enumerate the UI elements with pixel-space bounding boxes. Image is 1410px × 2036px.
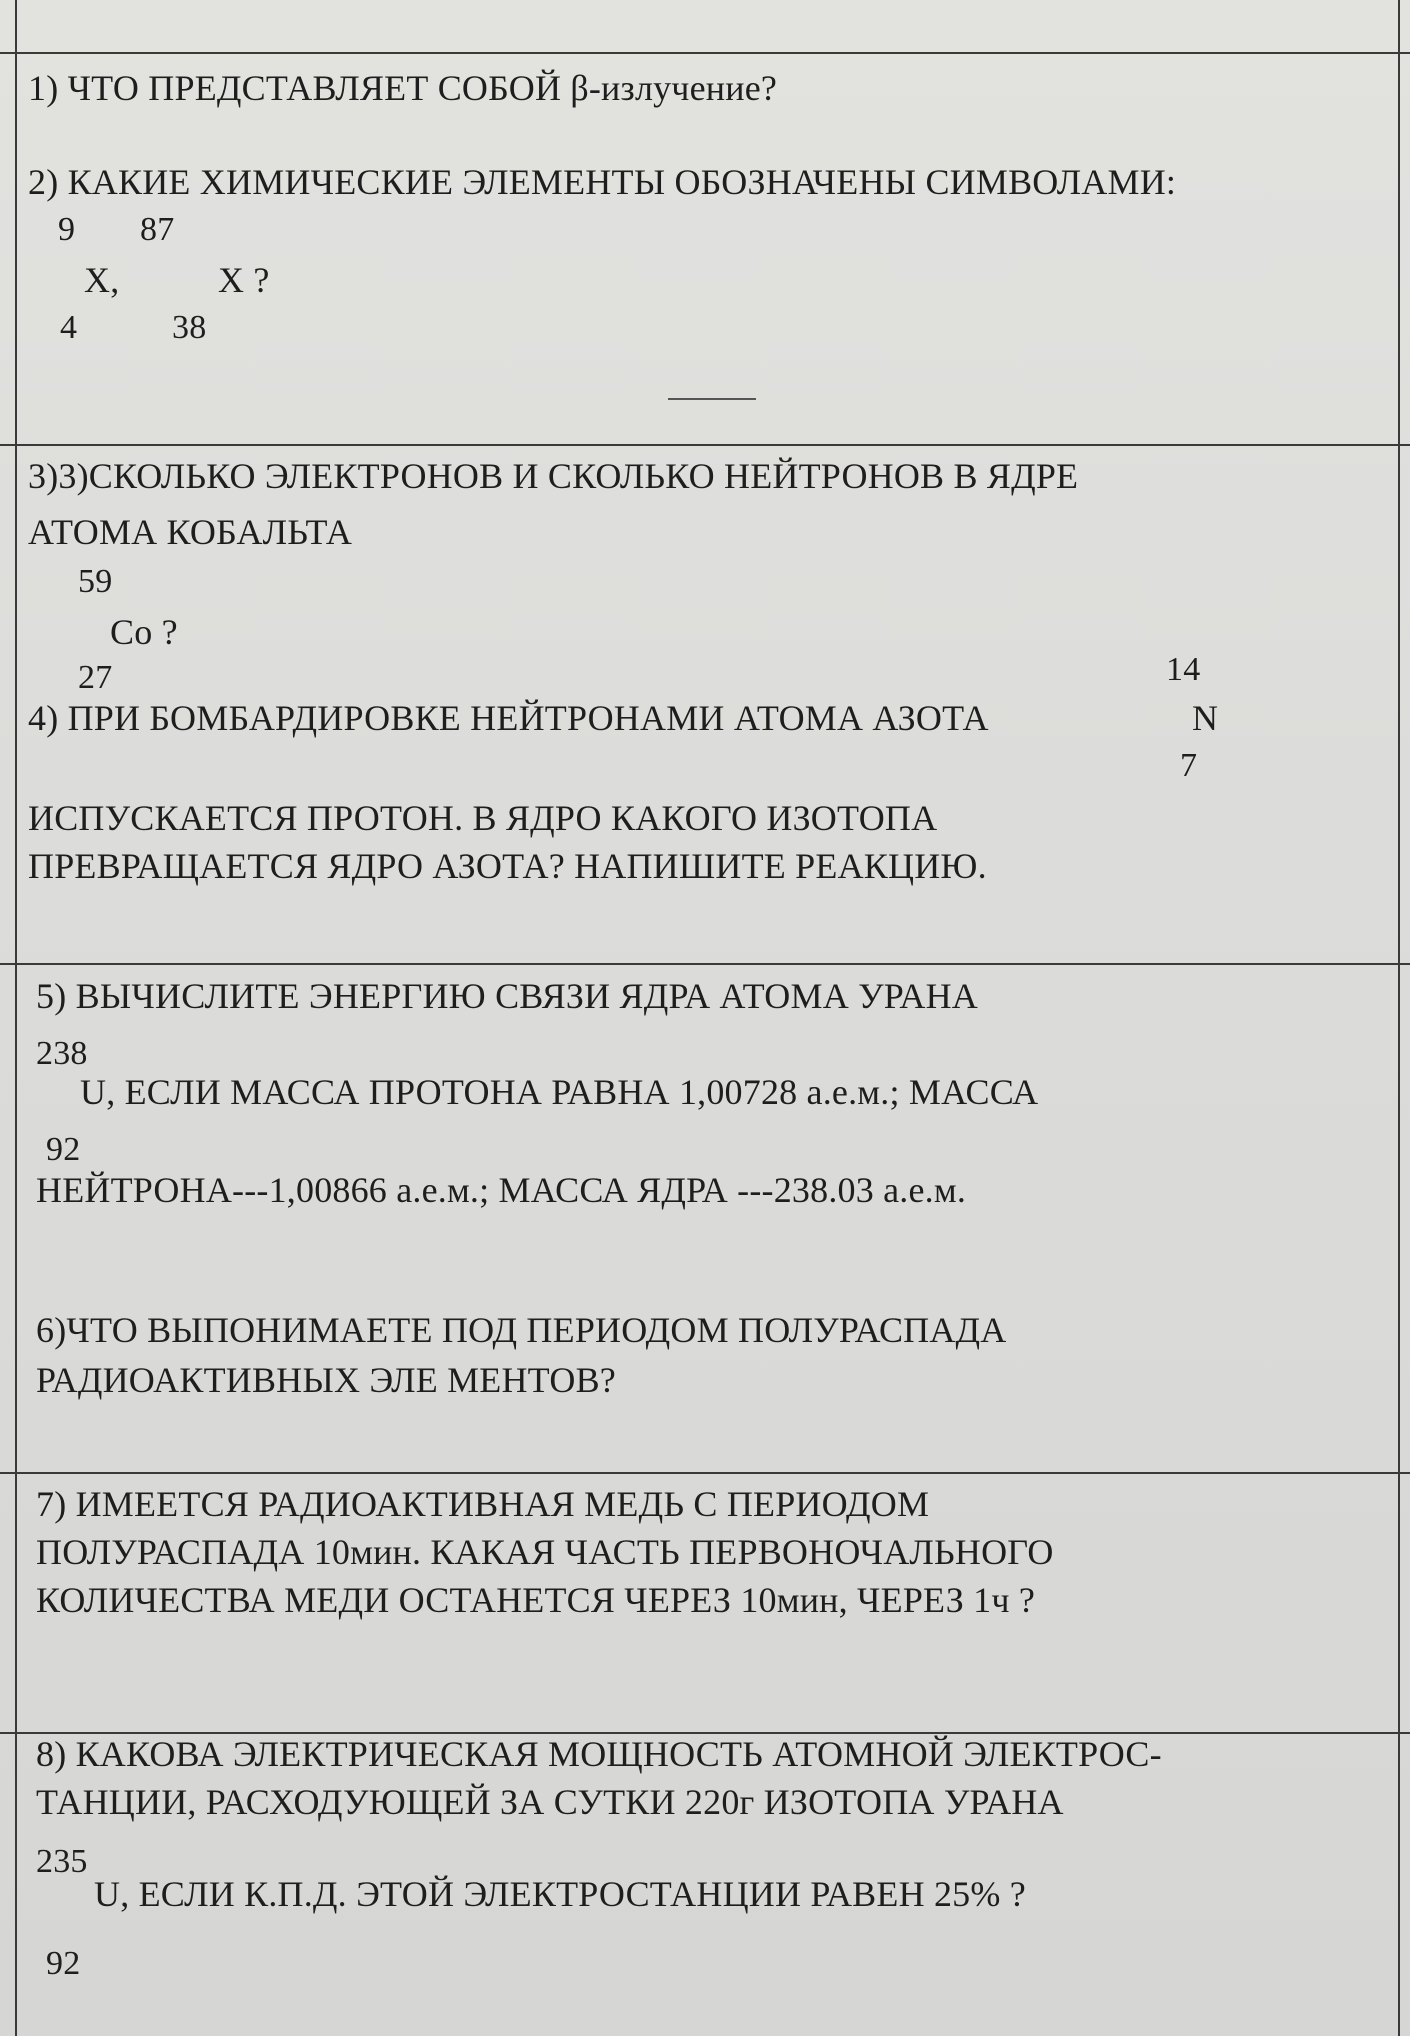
cobalt-charge: 27 (78, 659, 113, 696)
row-divider (0, 963, 1410, 965)
cobalt-symbol: Co ? (110, 612, 178, 652)
question-7-line-1: 7) ИМЕЕТСЯ РАДИОАКТИВНАЯ МЕДЬ С ПЕРИОДОМ (36, 1484, 930, 1524)
left-border (15, 0, 17, 2036)
nitrogen-mass: 14 (1166, 651, 1201, 688)
isotope-2-charge: 38 (172, 309, 207, 346)
question-5-line-1: 5) ВЫЧИСЛИТЕ ЭНЕРГИЮ СВЯЗИ ЯДРА АТОМА УРАНА (36, 976, 978, 1016)
question-6-line-2: РАДИОАКТИВНЫХ ЭЛЕ МЕНТОВ? (36, 1360, 616, 1400)
isotope-1-mass: 9 (58, 211, 76, 248)
row-divider (0, 52, 1410, 54)
question-4-line-2: ИСПУСКАЕТСЯ ПРОТОН. В ЯДРО КАКОГО ИЗОТОПА (28, 798, 938, 838)
uranium-235-mass: 235 (36, 1843, 88, 1880)
question-2: 2) КАКИЕ ХИМИЧЕСКИЕ ЭЛЕМЕНТЫ ОБОЗНАЧЕНЫ СИМВОЛАМИ: (28, 162, 1177, 202)
isotope-1-charge: 4 (60, 309, 78, 346)
pencil-stroke (668, 398, 756, 400)
isotope-1-symbol: X, (84, 260, 120, 300)
question-5-line-2: U, ЕСЛИ МАССА ПРОТОНА РАВНА 1,00728 а.е.м.; МАССА (80, 1072, 1039, 1112)
nitrogen-charge: 7 (1180, 747, 1198, 784)
uranium-235-charge: 92 (46, 1945, 81, 1982)
question-7-line-2: ПОЛУРАСПАДА 10мин. КАКАЯ ЧАСТЬ ПЕРВОНОЧАЛЬНОГО (36, 1532, 1054, 1572)
question-8-line-1: 8) КАКОВА ЭЛЕКТРИЧЕСКАЯ МОЩНОСТЬ АТОМНОЙ ЭЛЕКТРОС- (36, 1734, 1162, 1774)
uranium-238-charge: 92 (46, 1131, 81, 1168)
right-border (1398, 0, 1400, 2036)
question-7-line-3: КОЛИЧЕСТВА МЕДИ ОСТАНЕТСЯ ЧЕРЕЗ 10мин, ЧЕРЕЗ 1ч ? (36, 1580, 1036, 1620)
question-4-line-1: 4) ПРИ БОМБАРДИРОВКЕ НЕЙТРОНАМИ АТОМА АЗОТА (28, 698, 989, 738)
cobalt-mass: 59 (78, 563, 113, 600)
question-1: 1) ЧТО ПРЕДСТАВЛЯЕТ СОБОЙ β-излучение? (28, 68, 778, 108)
row-divider (0, 1472, 1410, 1474)
isotope-2-symbol: X ? (218, 260, 270, 300)
nitrogen-symbol: N (1192, 698, 1219, 738)
row-divider (0, 444, 1410, 446)
question-3-line-2: АТОМА КОБАЛЬТА (28, 512, 353, 552)
question-6-line-1: 6)ЧТО ВЫПОНИМАЕТЕ ПОД ПЕРИОДОМ ПОЛУРАСПАДА (36, 1310, 1007, 1350)
question-8-line-3: U, ЕСЛИ К.П.Д. ЭТОЙ ЭЛЕКТРОСТАНЦИИ РАВЕН 25% ? (94, 1874, 1026, 1914)
question-4-line-3: ПРЕВРАЩАЕТСЯ ЯДРО АЗОТА? НАПИШИТЕ РЕАКЦИЮ. (28, 846, 987, 886)
question-5-line-3: НЕЙТРОНА---1,00866 а.е.м.; МАССА ЯДРА ---238.03 а.е.м. (36, 1170, 967, 1210)
question-3-line-1: 3)3)СКОЛЬКО ЭЛЕКТРОНОВ И СКОЛЬКО НЕЙТРОНОВ В ЯДРЕ (28, 456, 1079, 496)
isotope-2-mass: 87 (140, 211, 175, 248)
uranium-238-mass: 238 (36, 1035, 88, 1072)
question-8-line-2: ТАНЦИИ, РАСХОДУЮЩЕЙ ЗА СУТКИ 220г ИЗОТОПА УРАНА (36, 1782, 1064, 1822)
